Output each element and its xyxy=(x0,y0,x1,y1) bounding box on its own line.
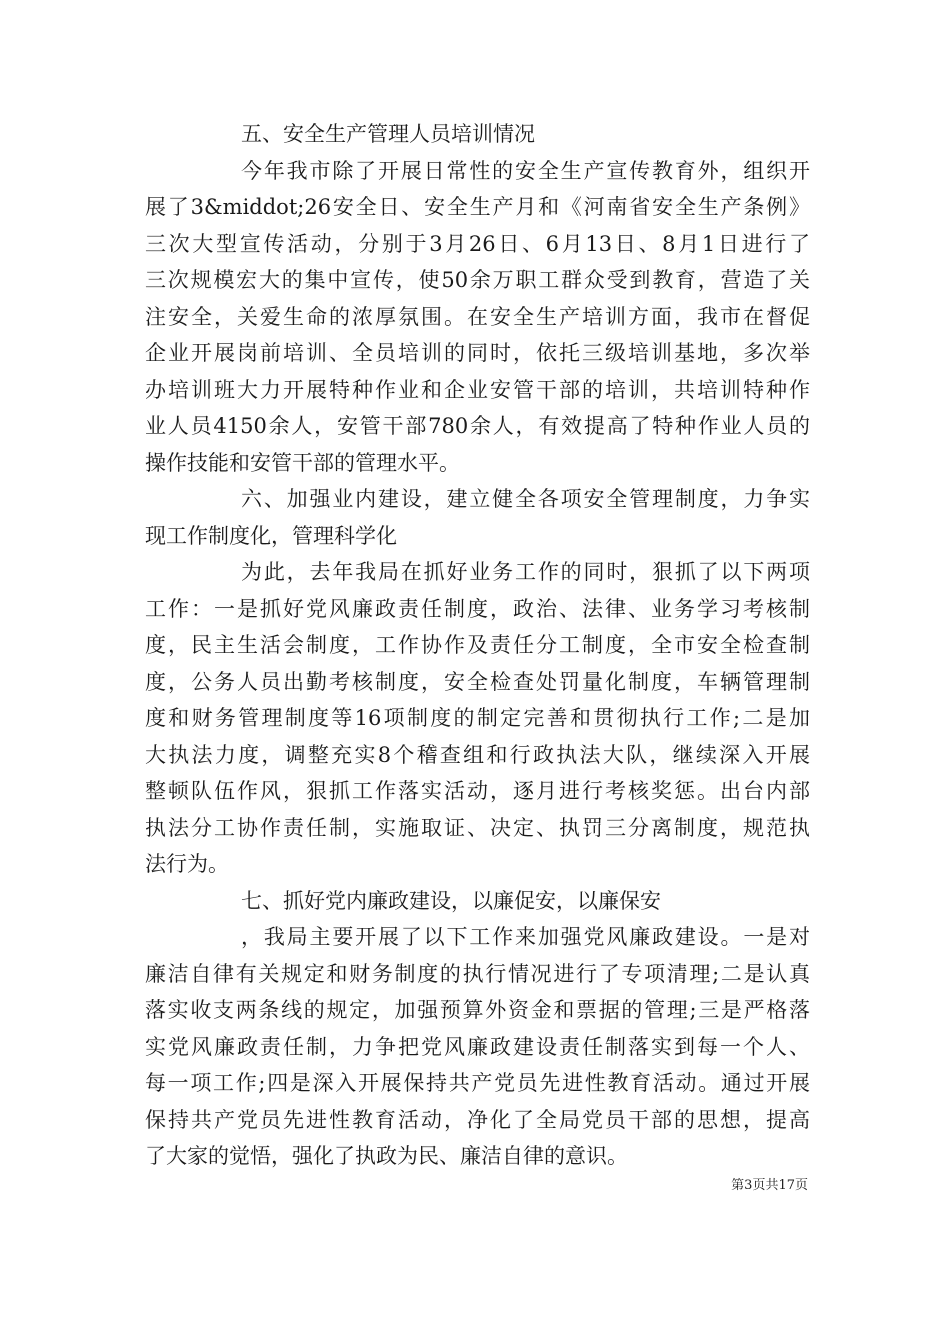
text-line: 实党风廉政责任制，力争把党风廉政建设责任制落实到每一个人、 xyxy=(145,1034,810,1059)
document-body xyxy=(145,116,810,1175)
text-line: 大执法力度，调整充实8个稽查组和行政执法大队，继续深入开展 xyxy=(145,742,810,767)
text-line: 了大家的觉悟，强化了执政为民、廉洁自律的意识。 xyxy=(145,1144,628,1168)
text-line: ，我局主要开展了以下工作来加强党风廉政建设。一是对 xyxy=(241,925,810,949)
text-line: 执法分工协作责任制，实施取证、决定、执罚三分离制度，规范执 xyxy=(145,815,810,840)
text-line: 操作技能和安管干部的管理水平。 xyxy=(145,450,460,475)
text-line: 六、加强业内建设，建立健全各项安全管理制度，力争实 xyxy=(241,487,810,511)
text-line: 三次大型宣传活动，分别于3月26日、6月13日、8月1日进行了 xyxy=(145,231,810,256)
page-number: 第3页共17页 xyxy=(731,1178,808,1193)
text-line: 工作：一是抓好党风廉政责任制度，政治、法律、业务学习考核制 xyxy=(145,596,810,621)
text-line: 业人员4150余人，安管干部780余人，有效提高了特种作业人员的 xyxy=(145,414,810,438)
text-line: 五、安全生产管理人员培训情况 xyxy=(241,122,535,146)
text-line: 保持共产党员先进性教育活动，净化了全局党员干部的思想，提高 xyxy=(145,1107,810,1132)
text-line: 企业开展岗前培训、全员培训的同时，依托三级培训基地，多次举 xyxy=(145,341,810,365)
text-line: 落实收支两条线的规定，加强预算外资金和票据的管理;三是严格落 xyxy=(145,998,810,1022)
text-line: 今年我市除了开展日常性的安全生产宣传教育外，组织开 xyxy=(241,158,810,183)
text-line: 每一项工作;四是深入开展保持共产党员先进性教育活动。通过开展 xyxy=(145,1071,810,1095)
text-line: 七、抓好党内廉政建设，以廉促安，以廉保安 xyxy=(241,888,661,913)
text-line: 办培训班大力开展特种作业和企业安管干部的培训，共培训特种作 xyxy=(145,377,810,402)
text-line: 度和财务管理制度等16项制度的制定完善和贯彻执行工作;二是加 xyxy=(145,706,810,730)
text-line: 三次规模宏大的集中宣传，使50余万职工群众受到教育，营造了关 xyxy=(145,268,810,292)
text-line: 整顿队伍作风，狠抓工作落实活动，逐月进行考核奖惩。出台内部 xyxy=(145,779,810,803)
text-line: 注安全，关爱生命的浓厚氛围。在安全生产培训方面，我市在督促 xyxy=(145,304,810,329)
text-line: 展了3&middot;26安全日、安全生产月和《河南省安全生产条例》 xyxy=(145,195,810,219)
text-line: 法行为。 xyxy=(145,852,229,876)
text-line: 为此，去年我局在抓好业务工作的同时，狠抓了以下两项 xyxy=(241,560,810,584)
text-line: 度，民主生活会制度，工作协作及责任分工制度，全市安全检查制 xyxy=(145,633,810,657)
text-line: 度，公务人员出勤考核制度，安全检查处罚量化制度，车辆管理制 xyxy=(145,669,810,694)
text-line: 现工作制度化，管理科学化 xyxy=(145,523,397,548)
text-line: 廉洁自律有关规定和财务制度的执行情况进行了专项清理;二是认真 xyxy=(145,961,810,986)
